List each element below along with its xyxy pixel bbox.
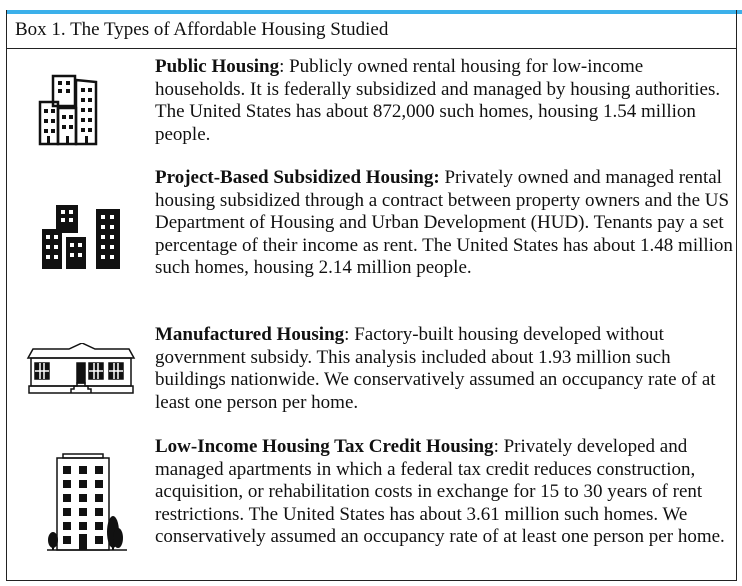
- section-lihtc-housing: [155, 436, 735, 549]
- section-heading: Project-Based Subsidized Housing:: [155, 167, 440, 188]
- section-public-housing: [155, 56, 735, 146]
- section-heading: Manufactured Housing: [155, 324, 345, 345]
- section-heading: Low-Income Housing Tax Credit Housing: [155, 436, 494, 457]
- section-body: Publicly owned rental housing for low-income households. It is federally subsidized and managed by housing authorities. The United States has about 872,000 such homes, housing 1.54 million people.: [155, 56, 721, 145]
- section-body: Privately developed and managed apartments in which a federal tax credit reduces construction, acquisition, or rehabilitation costs in exchange for 15 to 30 years of rent restrictions. The United States has about 3.61 million such homes. We conservatively assumed an occupancy rate of at least one person per home.: [155, 436, 725, 548]
- section-project-based-housing: [155, 167, 735, 280]
- section-body: Factory-built housing developed without government subsidy. This analysis included about 1.93 million such buildings nationwide. We conservatively assumed an occupancy rate of at least one person per home.: [155, 324, 716, 413]
- apartment-buildings-outline-icon: [38, 72, 124, 146]
- separator: :: [344, 324, 350, 345]
- section-body: Privately owned and managed rental housing subsidized through a contract between property owners and the US Department of Housing and Urban Development (HUD). Tenants pay a set percentage of their income as rent. The United States has about 1.48 million such homes, housing 2.14 million people.: [155, 167, 733, 279]
- apartment-buildings-solid-icon: [40, 205, 124, 269]
- box-title: Box 1. The Types of Affordable Housing Studied: [6, 14, 737, 49]
- section-heading: Public Housing: [155, 56, 280, 77]
- separator: :: [279, 56, 285, 77]
- section-manufactured-housing: [155, 324, 735, 414]
- separator: :: [493, 436, 499, 457]
- single-family-house-icon: [25, 343, 137, 395]
- high-rise-building-icon: [47, 452, 127, 552]
